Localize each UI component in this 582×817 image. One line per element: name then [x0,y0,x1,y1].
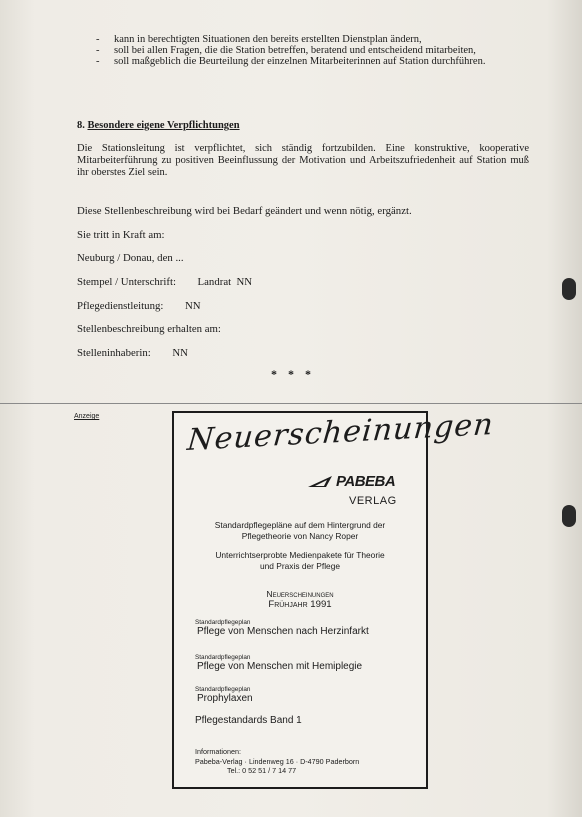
ad-title: Neuerscheinungen [185,407,496,458]
punch-hole-lower [562,505,576,527]
advertisement-box [172,407,496,789]
text-line: Neuburg / Donau, den ... [77,252,184,264]
text-line: Stempel / Unterschrift: Landrat NN [77,276,253,288]
list-item: Standardpflegeplan Pflege von Menschen mit Hemiplegie [195,654,363,672]
punch-hole-upper [562,278,576,300]
text-line: Diese Stellenbeschreibung wird bei Bedarf geändert und wenn nötig, ergänzt. [77,205,412,217]
ad-blurb: Unterrichtserprobte Medienpakete für Theorie und Praxis der Pflege [215,550,385,571]
section-title: Besondere eigene Verpflichtungen [87,120,240,131]
advertisement-label: Anzeige [74,413,100,420]
bullet-text: kann in berechtigten Situationen den bereits erstellten Dienstplan ändern, [114,34,422,45]
bullet-text: soll bei allen Fragen, die die Station betreffen, beratend und entscheidend mitarbeiten, [114,45,476,57]
list-item: Standardpflegeplan Pflege von Menschen nach Herzinfarkt [195,619,369,637]
publisher-logo [306,473,416,489]
ad-standards: Pflegestandards Band 1 [195,715,302,726]
text-line: Stelleninhaberin: NN [77,347,188,359]
section-number: 8. [77,120,85,131]
text-line: Stellenbeschreibung erhalten am: [77,323,221,335]
list-item: - kann in berechtigten Situationen den bereits erstellten Dienstplan ändern, [96,34,526,45]
section-separator: * * * [271,367,315,381]
divider [0,403,582,404]
ad-contact: Informationen: Pabeba-Verlag · Lindenweg 16 · D-4790 Paderborn Tel.: 0 52 51 / 7 14 77 [195,747,360,775]
list-item: Standardpflegeplan Prophylaxen [195,686,253,704]
ad-new-releases: Neuerscheinungen Frühjahr 1991 [266,589,334,610]
text-line: Sie tritt in Kraft am: [77,229,165,241]
logo-text: PABEBA [336,473,396,490]
logo-subtitle: VERLAG [349,495,397,507]
bullet-list [96,34,526,68]
section-body: Die Stationsleitung ist verpflichtet, sich ständig fortzubilden. Eine konstruktive, kooperative Mitarbeiterführung zu positiven Beeinflussung der Motivation und Arbeitszufriedenheit auf Station muß ihr oberstes Ziel sein. [77,143,529,179]
bullet-text: soll maßgeblich die Beurteilung der einzelnen Mitarbeiterinnen auf Station durchführen. [114,56,486,68]
list-item: - soll maßgeblich die Beurteilung der einzelnen Mitarbeiterinnen auf Station durchführen. [96,56,526,67]
list-item: - soll bei allen Fragen, die die Station betreffen, beratend und entscheidend mitarbeiten, [96,45,526,56]
logo-triangle-icon [306,475,334,488]
text-line: Pflegedienstleitung: NN [77,300,201,312]
section-heading [77,120,240,131]
ad-blurb: Standardpflegepläne auf dem Hintergrund der Pflegetheorie von Nancy Roper [214,520,386,541]
